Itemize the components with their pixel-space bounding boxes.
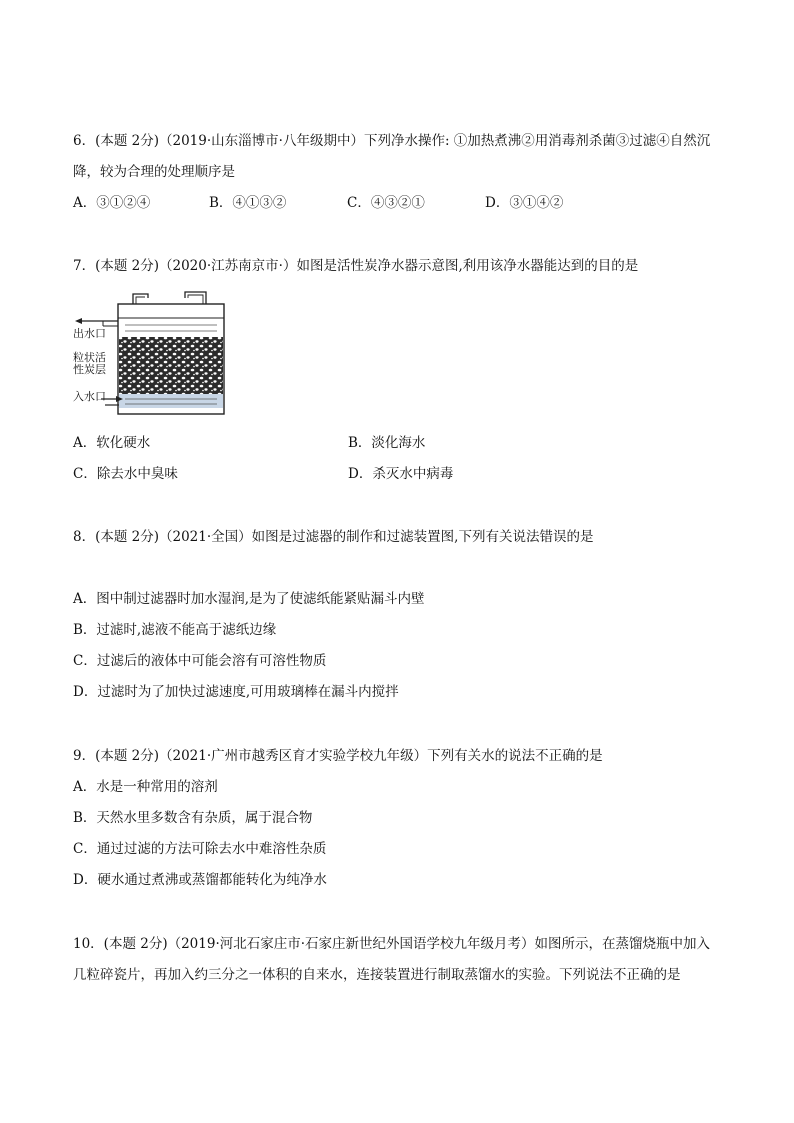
activated-carbon-purifier-figure <box>73 288 233 418</box>
q6-option-d[interactable]: D．③①④② <box>485 195 564 211</box>
q10-stem-line1: 10．(本题 2分)（2019·河北石家庄市·石家庄新世纪外国语学校九年级月考）如图所示，在蒸馏烧瓶中加入 <box>73 936 711 952</box>
q8-stem: 8．(本题 2分)（2021·全国）如图是过滤器的制作和过滤装置图,下列有关说法错误的是 <box>73 529 594 545</box>
q7-option-d[interactable]: D．杀灭水中病毒 <box>348 466 454 482</box>
q7-options <box>73 428 733 490</box>
q6-options <box>73 188 733 219</box>
question-8 <box>73 522 733 553</box>
outlet-arrow-icon <box>75 318 82 324</box>
label-carbon-layer-1: 粒状活 <box>73 351 106 364</box>
label-inlet: 入水口 <box>73 390 106 403</box>
question-10 <box>73 929 733 991</box>
q7-stem: 7．(本题 2分)（2020·江苏南京市·）如图是活性炭净水器示意图,利用该净水器能达到的目的是 <box>73 258 639 274</box>
q9-stem: 9．(本题 2分)（2021·广州市越秀区育才实验学校九年级）下列有关水的说法不正确的是 <box>73 748 603 764</box>
question-9 <box>73 741 733 896</box>
carbon-layer <box>119 337 223 394</box>
q9-option-d[interactable]: D．硬水通过煮沸或蒸馏都能转化为纯净水 <box>73 872 327 888</box>
q6-stem-line1: 6．(本题 2分)（2019·山东淄博市·八年级期中）下列净水操作: ①加热煮沸②用消毒剂杀菌③过滤④自然沉 <box>73 133 711 149</box>
q8-option-c[interactable]: C．过滤后的液体中可能会溶有可溶性物质 <box>73 653 327 669</box>
q6-option-b[interactable]: B．④①③② <box>209 195 287 211</box>
question-7 <box>73 251 733 282</box>
label-carbon-layer-2: 性炭层 <box>73 363 106 376</box>
q8-options <box>73 584 733 708</box>
q8-option-d[interactable]: D．过滤时为了加快过滤速度,可用玻璃棒在漏斗内搅拌 <box>73 684 399 700</box>
q10-stem-line2: 几粒碎瓷片，再加入约三分之一体积的自来水，连接装置进行制取蒸馏水的实验。下列说法不正确的是 <box>73 967 681 983</box>
q7-options-row1 <box>73 428 733 459</box>
q7-option-a[interactable]: A．软化硬水 <box>73 435 151 451</box>
q7-options-row2 <box>73 459 733 490</box>
q9-option-b[interactable]: B．天然水里多数含有杂质，属于混合物 <box>73 810 313 826</box>
q7-option-b[interactable]: B．淡化海水 <box>348 435 426 451</box>
q7-option-c[interactable]: C．除去水中臭味 <box>73 466 178 482</box>
q9-option-c[interactable]: C．通过过滤的方法可除去水中难溶性杂质 <box>73 841 327 857</box>
q9-option-a[interactable]: A．水是一种常用的溶剂 <box>73 779 218 795</box>
q8-option-a[interactable]: A．图中制过滤器时加水湿润,是为了使滤纸能紧贴漏斗内壁 <box>73 591 425 607</box>
q8-option-b[interactable]: B．过滤时,滤液不能高于滤纸边缘 <box>73 622 277 638</box>
label-outlet: 出水口 <box>73 327 106 340</box>
q6-option-c[interactable]: C．④③②① <box>347 195 425 211</box>
question-6 <box>73 126 733 219</box>
q6-option-a[interactable]: A．③①②④ <box>73 195 151 211</box>
q6-stem-line2: 降，较为合理的处理顺序是 <box>73 164 235 180</box>
